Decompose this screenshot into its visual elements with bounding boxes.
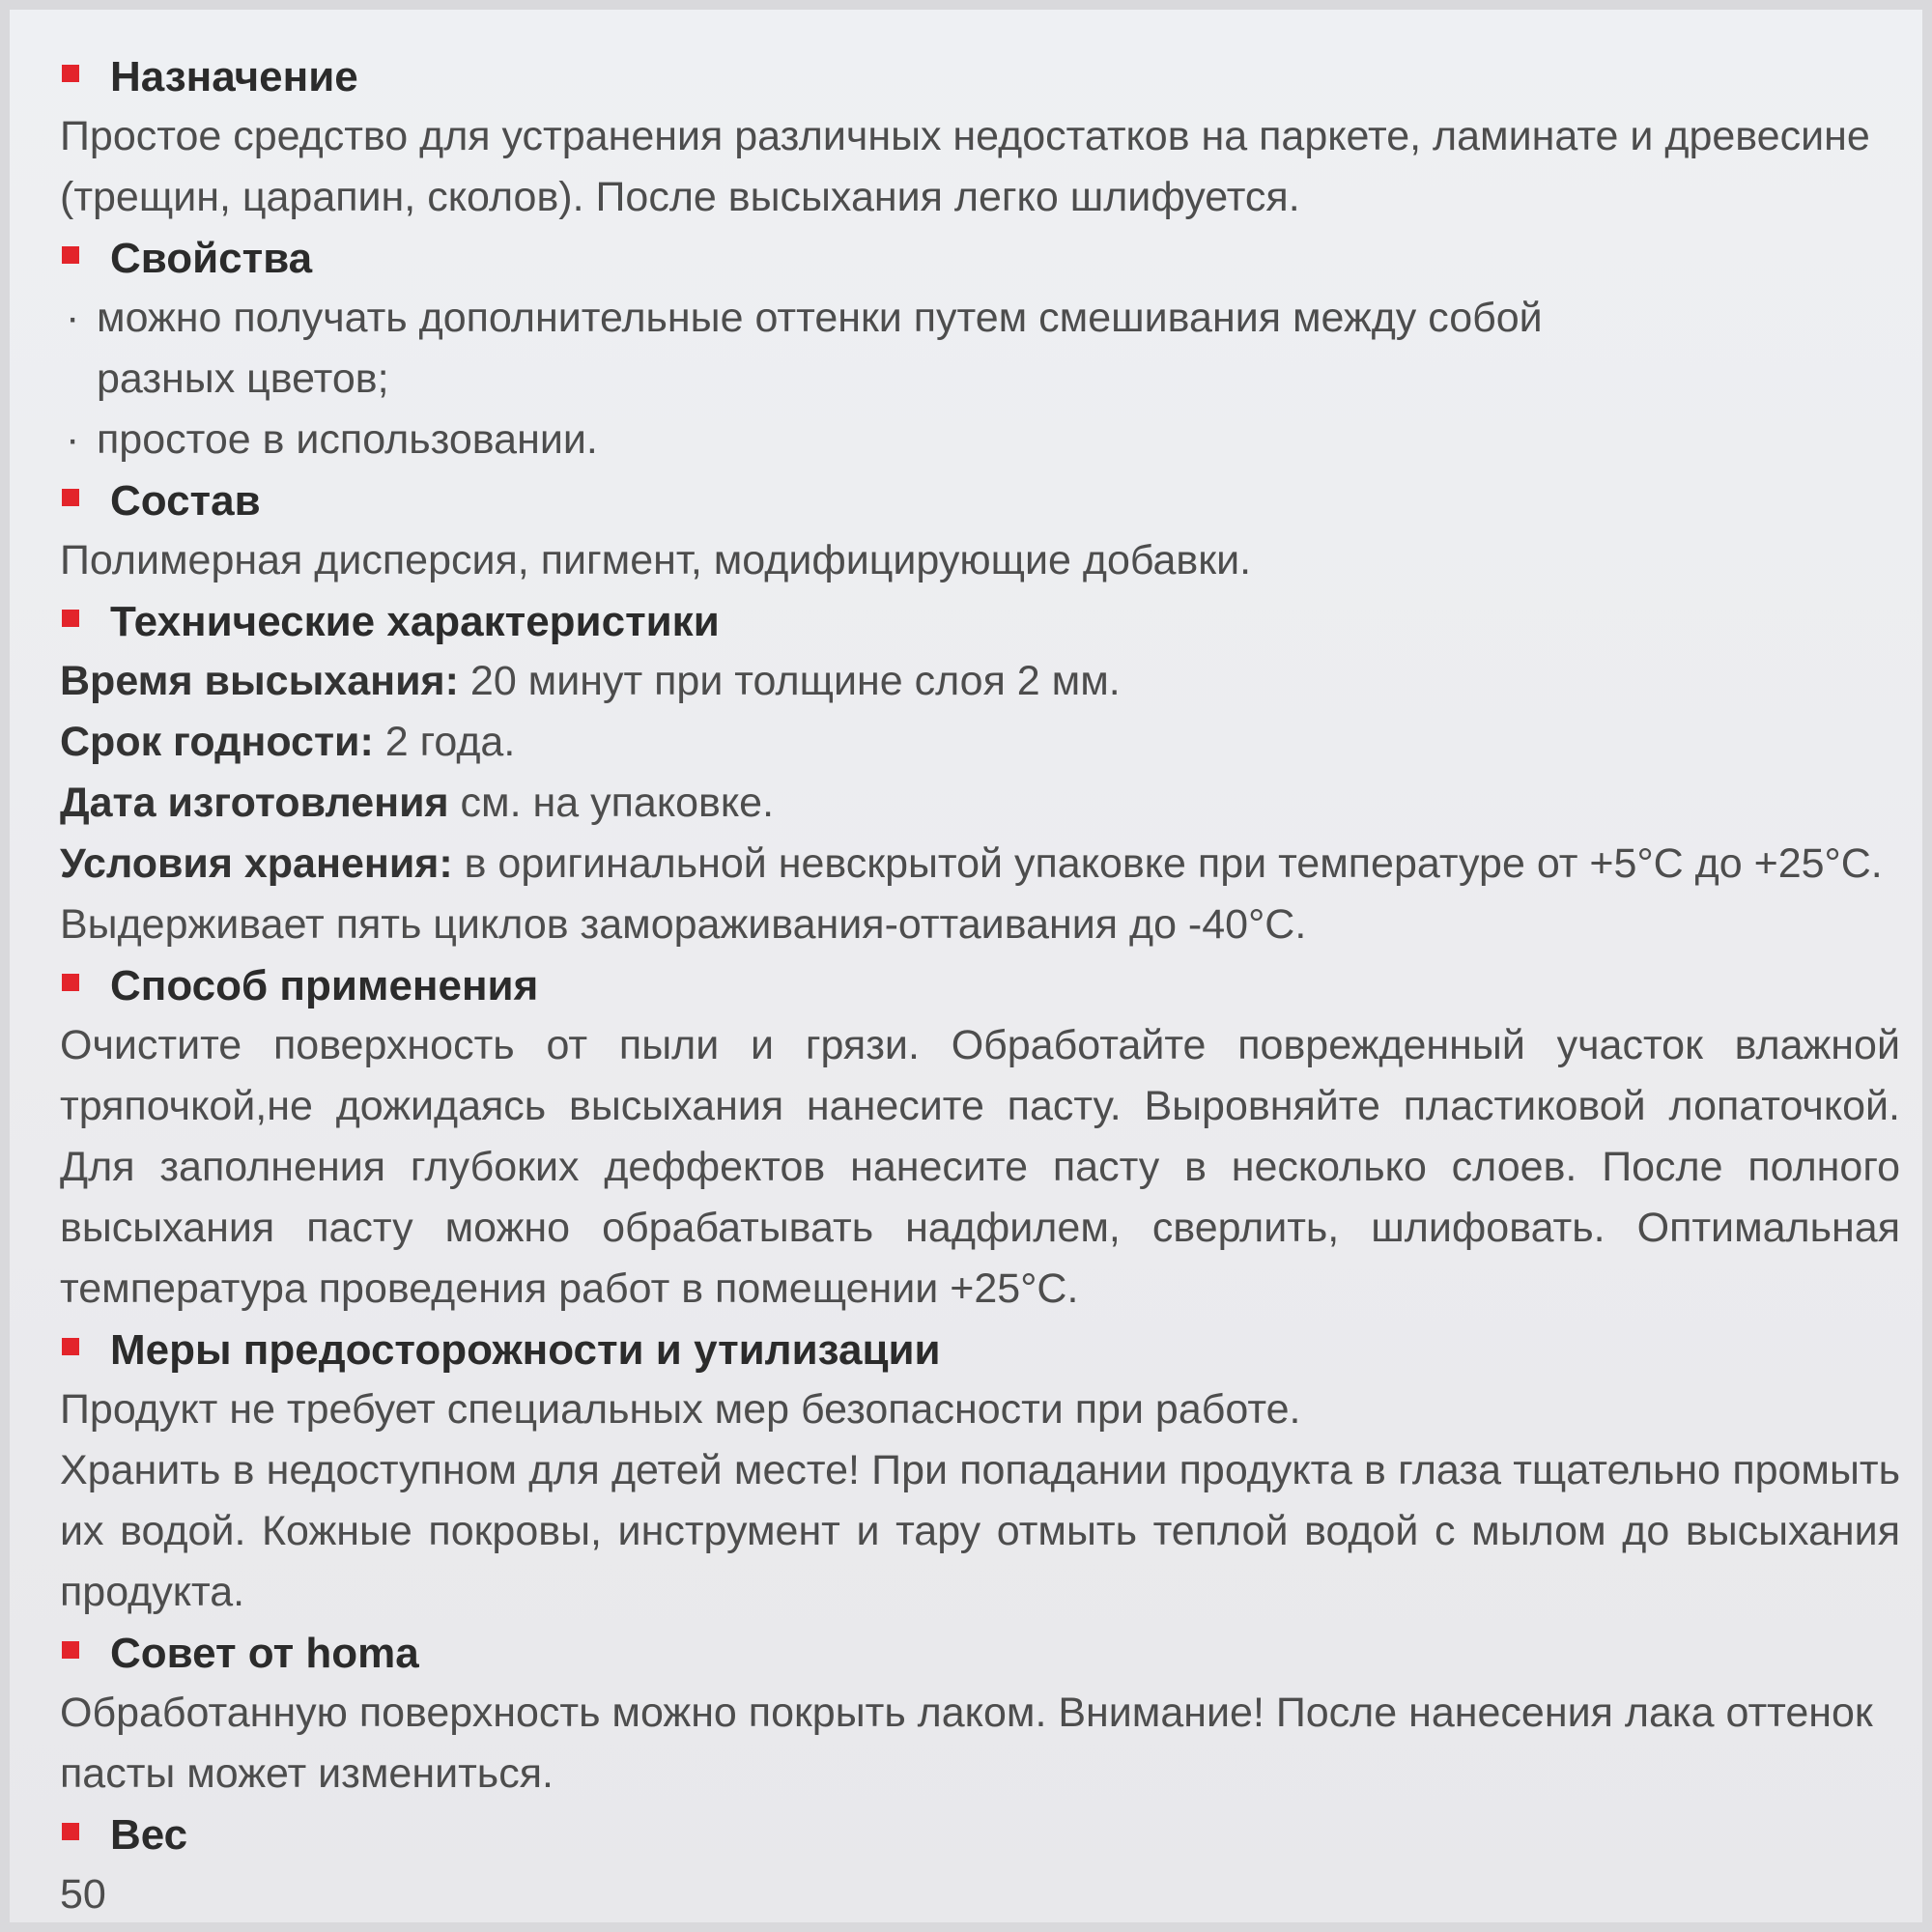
- bullet-square-icon: [62, 489, 79, 506]
- tech-row-manufacture-date: Дата изготовления см. на упаковке.: [60, 780, 775, 826]
- heading-tech: Технические характеристики: [60, 595, 1915, 649]
- tech-row-storage: Условия хранения: в оригинальной невскрытой упаковке при температуре от +5°С до +25°С. Выдерживает пять циклов замораживания-оттаивания до -40°С.: [60, 840, 1883, 948]
- purpose-text: Простое средство для устранения различных недостатков на паркете, ламинате и древесине (трещин, царапин, сколов). После высыхания легко шлифуется.: [60, 113, 1870, 220]
- product-label: [10, 10, 1922, 1922]
- bullet-square-icon: [62, 65, 79, 82]
- heading-composition: Состав: [60, 474, 1915, 528]
- bullet-square-icon: [62, 246, 79, 264]
- bullet-square-icon: [62, 1641, 79, 1659]
- bullet-square-icon: [62, 610, 79, 627]
- tip-text: Обработанную поверхность можно покрыть лаком. Внимание! После нанесения лака оттенок пасты может измениться.: [60, 1690, 1873, 1797]
- bullet-square-icon: [62, 1338, 79, 1355]
- dot-bullet-icon: ·: [66, 295, 80, 341]
- heading-application: Способ применения: [60, 959, 1915, 1013]
- heading-tip: Совет от homa: [60, 1627, 1915, 1681]
- dot-bullet-icon: ·: [66, 416, 80, 463]
- bullet-square-icon: [62, 974, 79, 991]
- label-content: [60, 46, 1915, 1918]
- heading-weight: Вес: [60, 1808, 1915, 1862]
- safety-text-1: Продукт не требует специальных мер безопасности при работе.: [60, 1386, 1301, 1433]
- tech-row-drying: Время высыхания: 20 минут при толщине слоя 2 мм.: [60, 658, 1121, 704]
- heading-purpose: Назначение: [60, 50, 1915, 104]
- properties-list: [60, 288, 1915, 470]
- composition-text: Полимерная дисперсия, пигмент, модифицирующие добавки.: [60, 537, 1252, 583]
- list-item: · простое в использовании.: [60, 410, 1604, 470]
- application-text: Очистите поверхность от пыли и грязи. Обработайте поврежденный участок влажной тряпочкой,не дожидаясь высыхания нанесите пасту. Выровняйте пластиковой лопаточкой. Для заполнения глубоких деффектов нанесите пасту в несколько слоев. После полного высыхания пасту можно обрабатывать надфилем, сверлить, шлифовать. Оптимальная температура проведения работ в помещении +25°С.: [60, 1022, 1900, 1312]
- heading-properties: Свойства: [60, 232, 1915, 286]
- safety-text-2: Хранить в недоступном для детей месте! При попадании продукта в глаза тщательно промыть их водой. Кожные покровы, инструмент и тару отмыть теплой водой с мылом до высыхания продукта.: [60, 1447, 1900, 1615]
- weight-value: 50: [60, 1871, 106, 1918]
- bullet-square-icon: [62, 1823, 79, 1840]
- heading-safety: Меры предосторожности и утилизации: [60, 1323, 1915, 1378]
- list-item: · можно получать дополнительные оттенки путем смешивания между собой разных цветов;: [60, 288, 1604, 410]
- tech-row-shelf-life: Срок годности: 2 года.: [60, 719, 516, 765]
